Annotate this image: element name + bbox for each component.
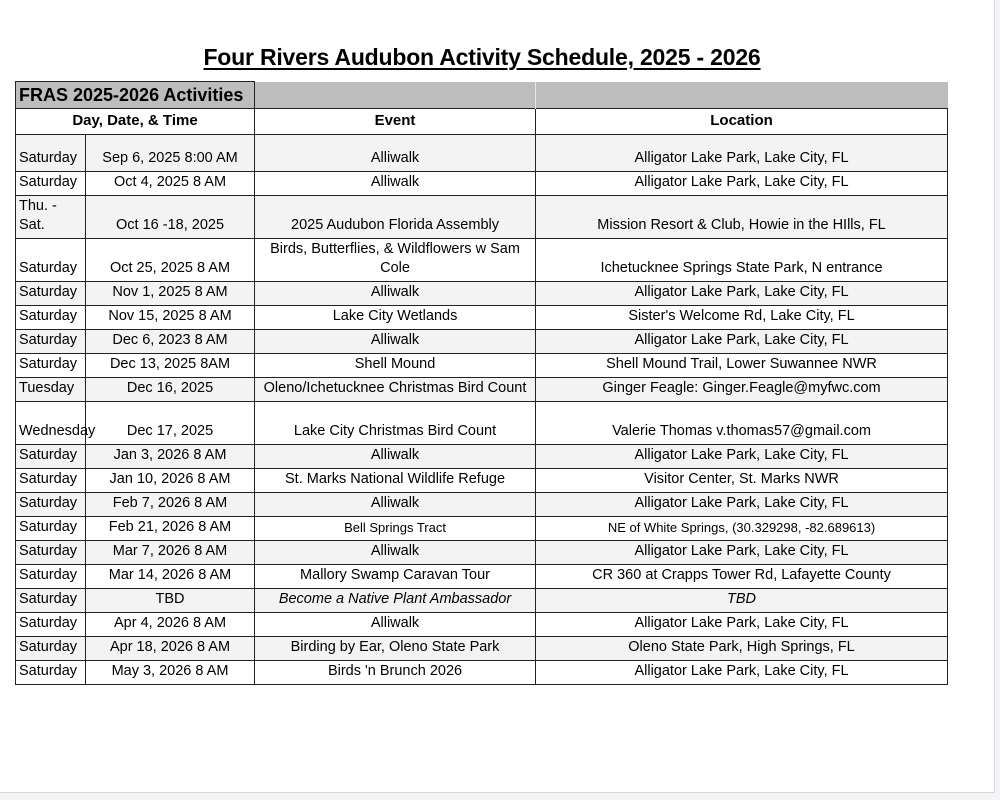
date-cell: Dec 13, 2025 8AM bbox=[86, 354, 255, 378]
location-cell: Alligator Lake Park, Lake City, FL bbox=[536, 330, 948, 354]
table-row bbox=[16, 493, 948, 517]
event-cell: Alliwalk bbox=[255, 445, 536, 469]
location-cell: Mission Resort & Club, Howie in the HIlls, FL bbox=[536, 196, 948, 239]
location-cell: Alligator Lake Park, Lake City, FL bbox=[536, 613, 948, 637]
day-cell: Saturday bbox=[16, 239, 86, 282]
date-cell: Mar 7, 2026 8 AM bbox=[86, 541, 255, 565]
location-cell: Valerie Thomas v.thomas57@gmail.com bbox=[536, 402, 948, 445]
location-cell: Sister's Welcome Rd, Lake City, FL bbox=[536, 306, 948, 330]
location-cell: Ginger Feagle: Ginger.Feagle@myfwc.com bbox=[536, 378, 948, 402]
location-cell: Alligator Lake Park, Lake City, FL bbox=[536, 541, 948, 565]
day-cell: Saturday bbox=[16, 493, 86, 517]
location-cell: Alligator Lake Park, Lake City, FL bbox=[536, 135, 948, 172]
title-row-filler bbox=[536, 82, 948, 109]
location-cell: Alligator Lake Park, Lake City, FL bbox=[536, 445, 948, 469]
location-cell: Oleno State Park, High Springs, FL bbox=[536, 637, 948, 661]
event-cell: Lake City Wetlands bbox=[255, 306, 536, 330]
date-cell: Dec 16, 2025 bbox=[86, 378, 255, 402]
date-cell: Sep 6, 2025 8:00 AM bbox=[86, 135, 255, 172]
day-cell: Saturday bbox=[16, 330, 86, 354]
day-cell: Saturday bbox=[16, 354, 86, 378]
event-cell: Alliwalk bbox=[255, 613, 536, 637]
day-cell: Saturday bbox=[16, 172, 86, 196]
date-cell: TBD bbox=[86, 589, 255, 613]
column-header-row bbox=[16, 109, 948, 135]
table-row bbox=[16, 661, 948, 685]
date-cell: Jan 10, 2026 8 AM bbox=[86, 469, 255, 493]
day-cell: Saturday bbox=[16, 589, 86, 613]
event-cell: 2025 Audubon Florida Assembly bbox=[255, 196, 536, 239]
event-cell: Alliwalk bbox=[255, 330, 536, 354]
location-cell: Ichetucknee Springs State Park, N entrance bbox=[536, 239, 948, 282]
activity-schedule-table bbox=[15, 81, 948, 685]
event-cell: St. Marks National Wildlife Refuge bbox=[255, 469, 536, 493]
day-cell: Saturday bbox=[16, 541, 86, 565]
event-cell: Oleno/Ichetucknee Christmas Bird Count bbox=[255, 378, 536, 402]
date-cell: Dec 6, 2023 8 AM bbox=[86, 330, 255, 354]
day-cell: Saturday bbox=[16, 282, 86, 306]
table-title-row bbox=[16, 82, 948, 109]
title-row-filler bbox=[255, 82, 536, 109]
day-cell: Wednesday bbox=[16, 402, 86, 445]
day-cell: Saturday bbox=[16, 445, 86, 469]
event-cell: Alliwalk bbox=[255, 172, 536, 196]
table-row bbox=[16, 330, 948, 354]
date-cell: May 3, 2026 8 AM bbox=[86, 661, 255, 685]
day-cell: Tuesday bbox=[16, 378, 86, 402]
location-cell: NE of White Springs, (30.329298, -82.689613) bbox=[536, 517, 948, 541]
location-cell: Shell Mound Trail, Lower Suwannee NWR bbox=[536, 354, 948, 378]
column-header-event: Event bbox=[255, 109, 536, 135]
event-cell: Alliwalk bbox=[255, 282, 536, 306]
date-cell: Oct 4, 2025 8 AM bbox=[86, 172, 255, 196]
table-row bbox=[16, 172, 948, 196]
location-cell: Visitor Center, St. Marks NWR bbox=[536, 469, 948, 493]
table-row bbox=[16, 589, 948, 613]
table-row bbox=[16, 378, 948, 402]
event-cell: Bell Springs Tract bbox=[255, 517, 536, 541]
date-cell: Oct 16 -18, 2025 bbox=[86, 196, 255, 239]
day-cell: Saturday bbox=[16, 135, 86, 172]
date-cell: Apr 4, 2026 8 AM bbox=[86, 613, 255, 637]
table-row bbox=[16, 402, 948, 445]
day-cell: Saturday bbox=[16, 637, 86, 661]
day-cell: Saturday bbox=[16, 469, 86, 493]
table-row bbox=[16, 637, 948, 661]
date-cell: Apr 18, 2026 8 AM bbox=[86, 637, 255, 661]
day-cell: Saturday bbox=[16, 306, 86, 330]
day-cell: Saturday bbox=[16, 565, 86, 589]
date-cell: Jan 3, 2026 8 AM bbox=[86, 445, 255, 469]
event-cell: Birds, Butterflies, & Wildflowers w Sam Cole bbox=[255, 239, 536, 282]
table-title: FRAS 2025-2026 Activities bbox=[16, 82, 255, 109]
date-cell: Dec 17, 2025 bbox=[86, 402, 255, 445]
day-cell: Saturday bbox=[16, 613, 86, 637]
column-header-day-date-time: Day, Date, & Time bbox=[16, 109, 255, 135]
table-row bbox=[16, 541, 948, 565]
day-cell: Thu. - Sat. bbox=[16, 196, 86, 239]
event-cell: Lake City Christmas Bird Count bbox=[255, 402, 536, 445]
table-row bbox=[16, 354, 948, 378]
event-cell: Mallory Swamp Caravan Tour bbox=[255, 565, 536, 589]
location-cell: Alligator Lake Park, Lake City, FL bbox=[536, 661, 948, 685]
date-cell: Nov 15, 2025 8 AM bbox=[86, 306, 255, 330]
event-cell: Shell Mound bbox=[255, 354, 536, 378]
date-cell: Oct 25, 2025 8 AM bbox=[86, 239, 255, 282]
table-row bbox=[16, 565, 948, 589]
location-cell: CR 360 at Crapps Tower Rd, Lafayette County bbox=[536, 565, 948, 589]
table-row bbox=[16, 613, 948, 637]
location-cell: Alligator Lake Park, Lake City, FL bbox=[536, 493, 948, 517]
date-cell: Feb 21, 2026 8 AM bbox=[86, 517, 255, 541]
event-cell: Become a Native Plant Ambassador bbox=[255, 589, 536, 613]
location-cell: Alligator Lake Park, Lake City, FL bbox=[536, 282, 948, 306]
date-cell: Feb 7, 2026 8 AM bbox=[86, 493, 255, 517]
table-row bbox=[16, 469, 948, 493]
location-cell: Alligator Lake Park, Lake City, FL bbox=[536, 172, 948, 196]
event-cell: Birding by Ear, Oleno State Park bbox=[255, 637, 536, 661]
document-title: Four Rivers Audubon Activity Schedule, 2025 - 2026 bbox=[203, 44, 761, 70]
day-cell: Saturday bbox=[16, 517, 86, 541]
date-cell: Mar 14, 2026 8 AM bbox=[86, 565, 255, 589]
table-row bbox=[16, 239, 948, 282]
table-row bbox=[16, 282, 948, 306]
table-row bbox=[16, 135, 948, 172]
table-row bbox=[16, 517, 948, 541]
event-cell: Alliwalk bbox=[255, 493, 536, 517]
event-cell: Alliwalk bbox=[255, 541, 536, 565]
event-cell: Birds 'n Brunch 2026 bbox=[255, 661, 536, 685]
table-row bbox=[16, 445, 948, 469]
table-row bbox=[16, 306, 948, 330]
date-cell: Nov 1, 2025 8 AM bbox=[86, 282, 255, 306]
event-cell: Alliwalk bbox=[255, 135, 536, 172]
table-row bbox=[16, 196, 948, 239]
location-cell: TBD bbox=[536, 589, 948, 613]
day-cell: Saturday bbox=[16, 661, 86, 685]
column-header-location: Location bbox=[536, 109, 948, 135]
